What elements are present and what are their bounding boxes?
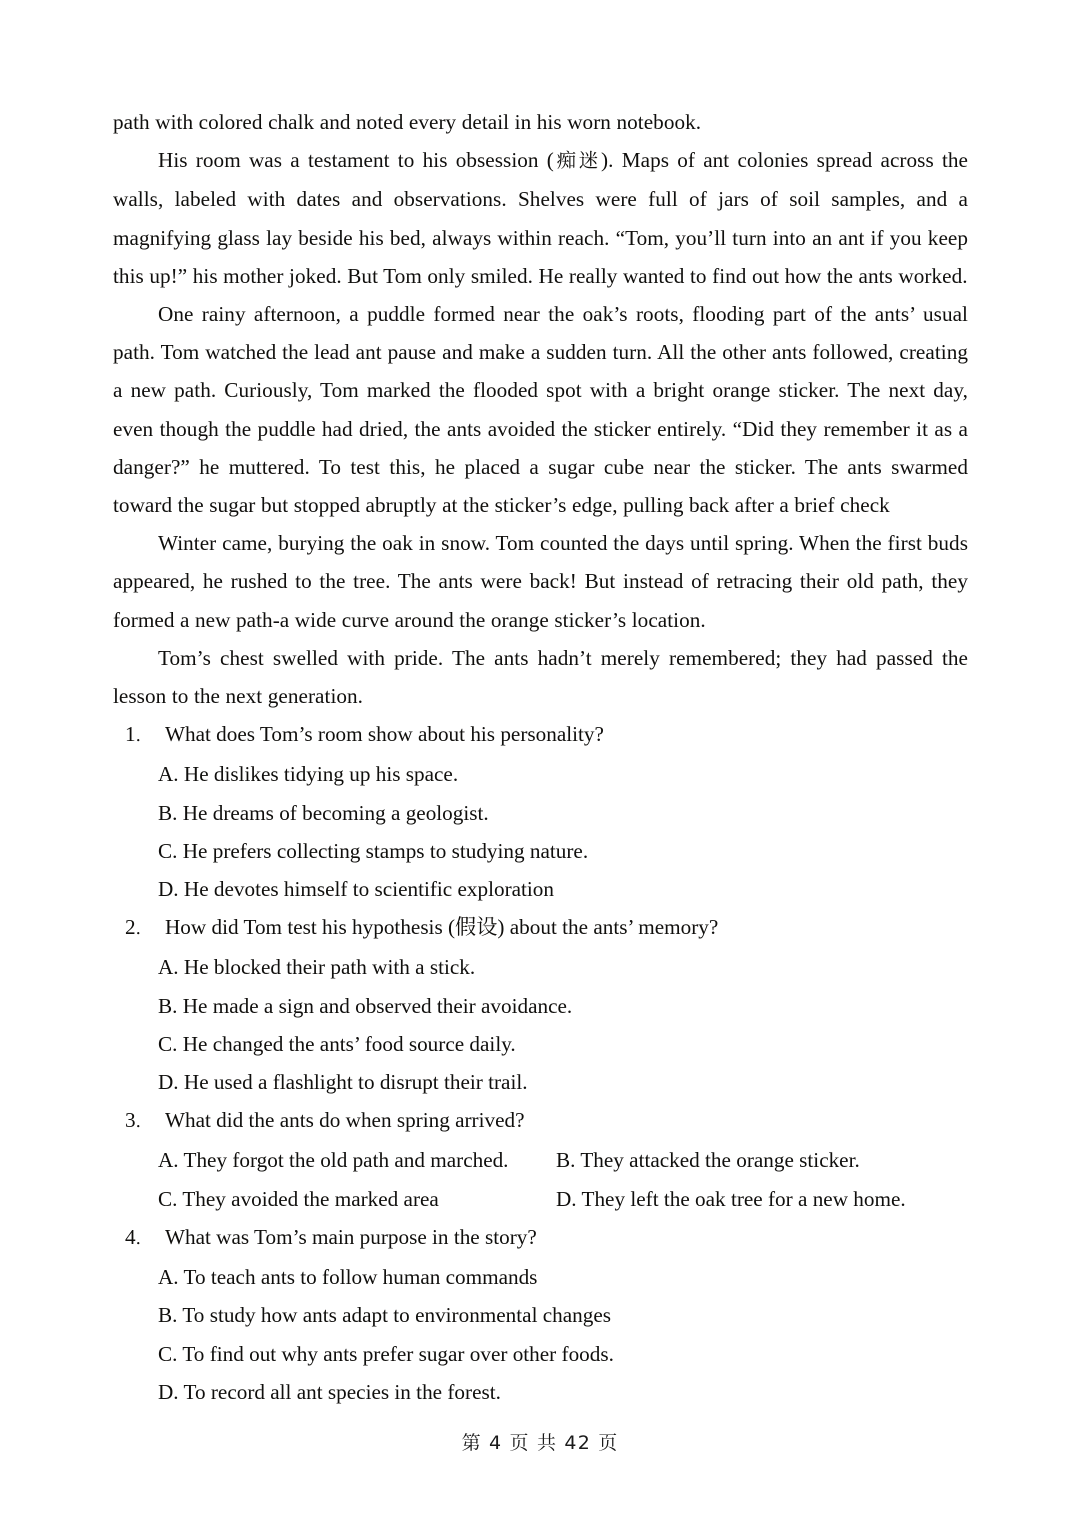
page-footer: 第 4 页 共 42 页 <box>461 1432 619 1454</box>
paragraph-toms-chest: Tom’s chest swelled with pride. The ants hadn’t merely remembered; they had passed the lesson to the next generation. <box>113 645 968 709</box>
question-1-option-c[interactable]: C. He prefers collecting stamps to studying nature. <box>158 838 589 863</box>
question-3-option-row-2 <box>113 1180 968 1218</box>
question-2-stem-text: How did Tom test his hypothesis (假设) about the ants’ memory? <box>165 915 719 940</box>
question-1-stem-line <box>113 715 968 755</box>
question-4 <box>113 1218 968 1411</box>
question-4-stem-line <box>113 1218 968 1258</box>
question-4-option-c[interactable]: C. To find out why ants prefer sugar over other foods. <box>158 1341 614 1366</box>
question-2-option-d[interactable]: D. He used a flashlight to disrupt their trail. <box>158 1070 528 1095</box>
cjk-gloss: 痴迷 <box>553 149 602 173</box>
paragraph-continuation: path with colored chalk and noted every detail in his worn notebook. <box>113 110 702 134</box>
question-2-option-a[interactable]: A. He blocked their path with a stick. <box>158 955 476 980</box>
page-content <box>113 103 968 1411</box>
question-2-option-b[interactable]: B. He made a sign and observed their avoidance. <box>158 993 573 1018</box>
question-2 <box>113 908 968 1101</box>
question-1-option-b[interactable]: B. He dreams of becoming a geologist. <box>158 800 489 825</box>
question-2-stem-line <box>113 908 968 948</box>
question-4-number: 4． <box>125 1224 153 1249</box>
question-1 <box>113 715 968 908</box>
paragraph-winter-came: Winter came, burying the oak in snow. Tom counted the days until spring. When the first buds appeared, he rushed to the tree. The ants were back! But instead of retracing their old path, they formed a new path-a wide curve around the orange sticker’s location. <box>113 531 968 632</box>
question-3-option-b[interactable]: B. They attacked the orange sticker. <box>556 1148 860 1173</box>
question-4-option-d[interactable]: D. To record all ant species in the forest. <box>158 1379 501 1404</box>
question-2-option-c[interactable]: C. He changed the ants’ food source daily. <box>158 1031 516 1056</box>
question-3-stem-line <box>113 1101 968 1141</box>
question-1-option-d[interactable]: D. He devotes himself to scientific exploration <box>158 877 554 902</box>
question-3-option-a[interactable]: A. They forgot the old path and marched. <box>158 1148 509 1173</box>
question-3 <box>113 1101 968 1218</box>
paragraph-his-room: His room was a testament to his obsession (痴迷). Maps of ant colonies spread across the walls, labeled with dates and observations. Shelves were full of jars of soil samples, and a magnifying glass lay beside his bed, always within reach. “Tom, you’ll turn into an ant if you keep this up!” his mother joked. But Tom only smiled. He really wanted to find out how the ants worked. <box>113 148 969 288</box>
question-3-option-c[interactable]: C. They avoided the marked area <box>158 1186 439 1211</box>
question-1-number: 1． <box>125 722 153 747</box>
question-4-option-b[interactable]: B. To study how ants adapt to environmental changes <box>158 1303 611 1328</box>
question-4-option-a[interactable]: A. To teach ants to follow human commands <box>158 1265 538 1290</box>
question-2-number: 2． <box>125 915 153 940</box>
question-3-option-row-1 <box>113 1141 968 1179</box>
question-4-stem-text: What was Tom’s main purpose in the story? <box>165 1224 537 1249</box>
question-1-option-a[interactable]: A. He dislikes tidying up his space. <box>158 762 459 787</box>
question-3-option-d[interactable]: D. They left the oak tree for a new home. <box>556 1186 906 1211</box>
question-3-stem-text: What did the ants do when spring arrived? <box>165 1108 525 1133</box>
question-1-stem-text: What does Tom’s room show about his personality? <box>165 722 604 747</box>
question-3-number: 3． <box>125 1108 153 1133</box>
paragraph-one-rainy-afternoon: One rainy afternoon, a puddle formed near the oak’s roots, flooding part of the ants’ usual path. Tom watched the lead ant pause and make a sudden turn. All the other ants followed, creating a new path. Curiously, Tom marked the flooded spot with a bright orange sticker. The next day, even though the puddle had dried, the ants avoided the sticker entirely. “Did they remember it as a danger?” he muttered. To test this, he placed a sugar cube near the sticker. The ants swarmed toward the sugar but stopped abruptly at the sticker’s edge, pulling back after a brief check <box>113 302 968 518</box>
